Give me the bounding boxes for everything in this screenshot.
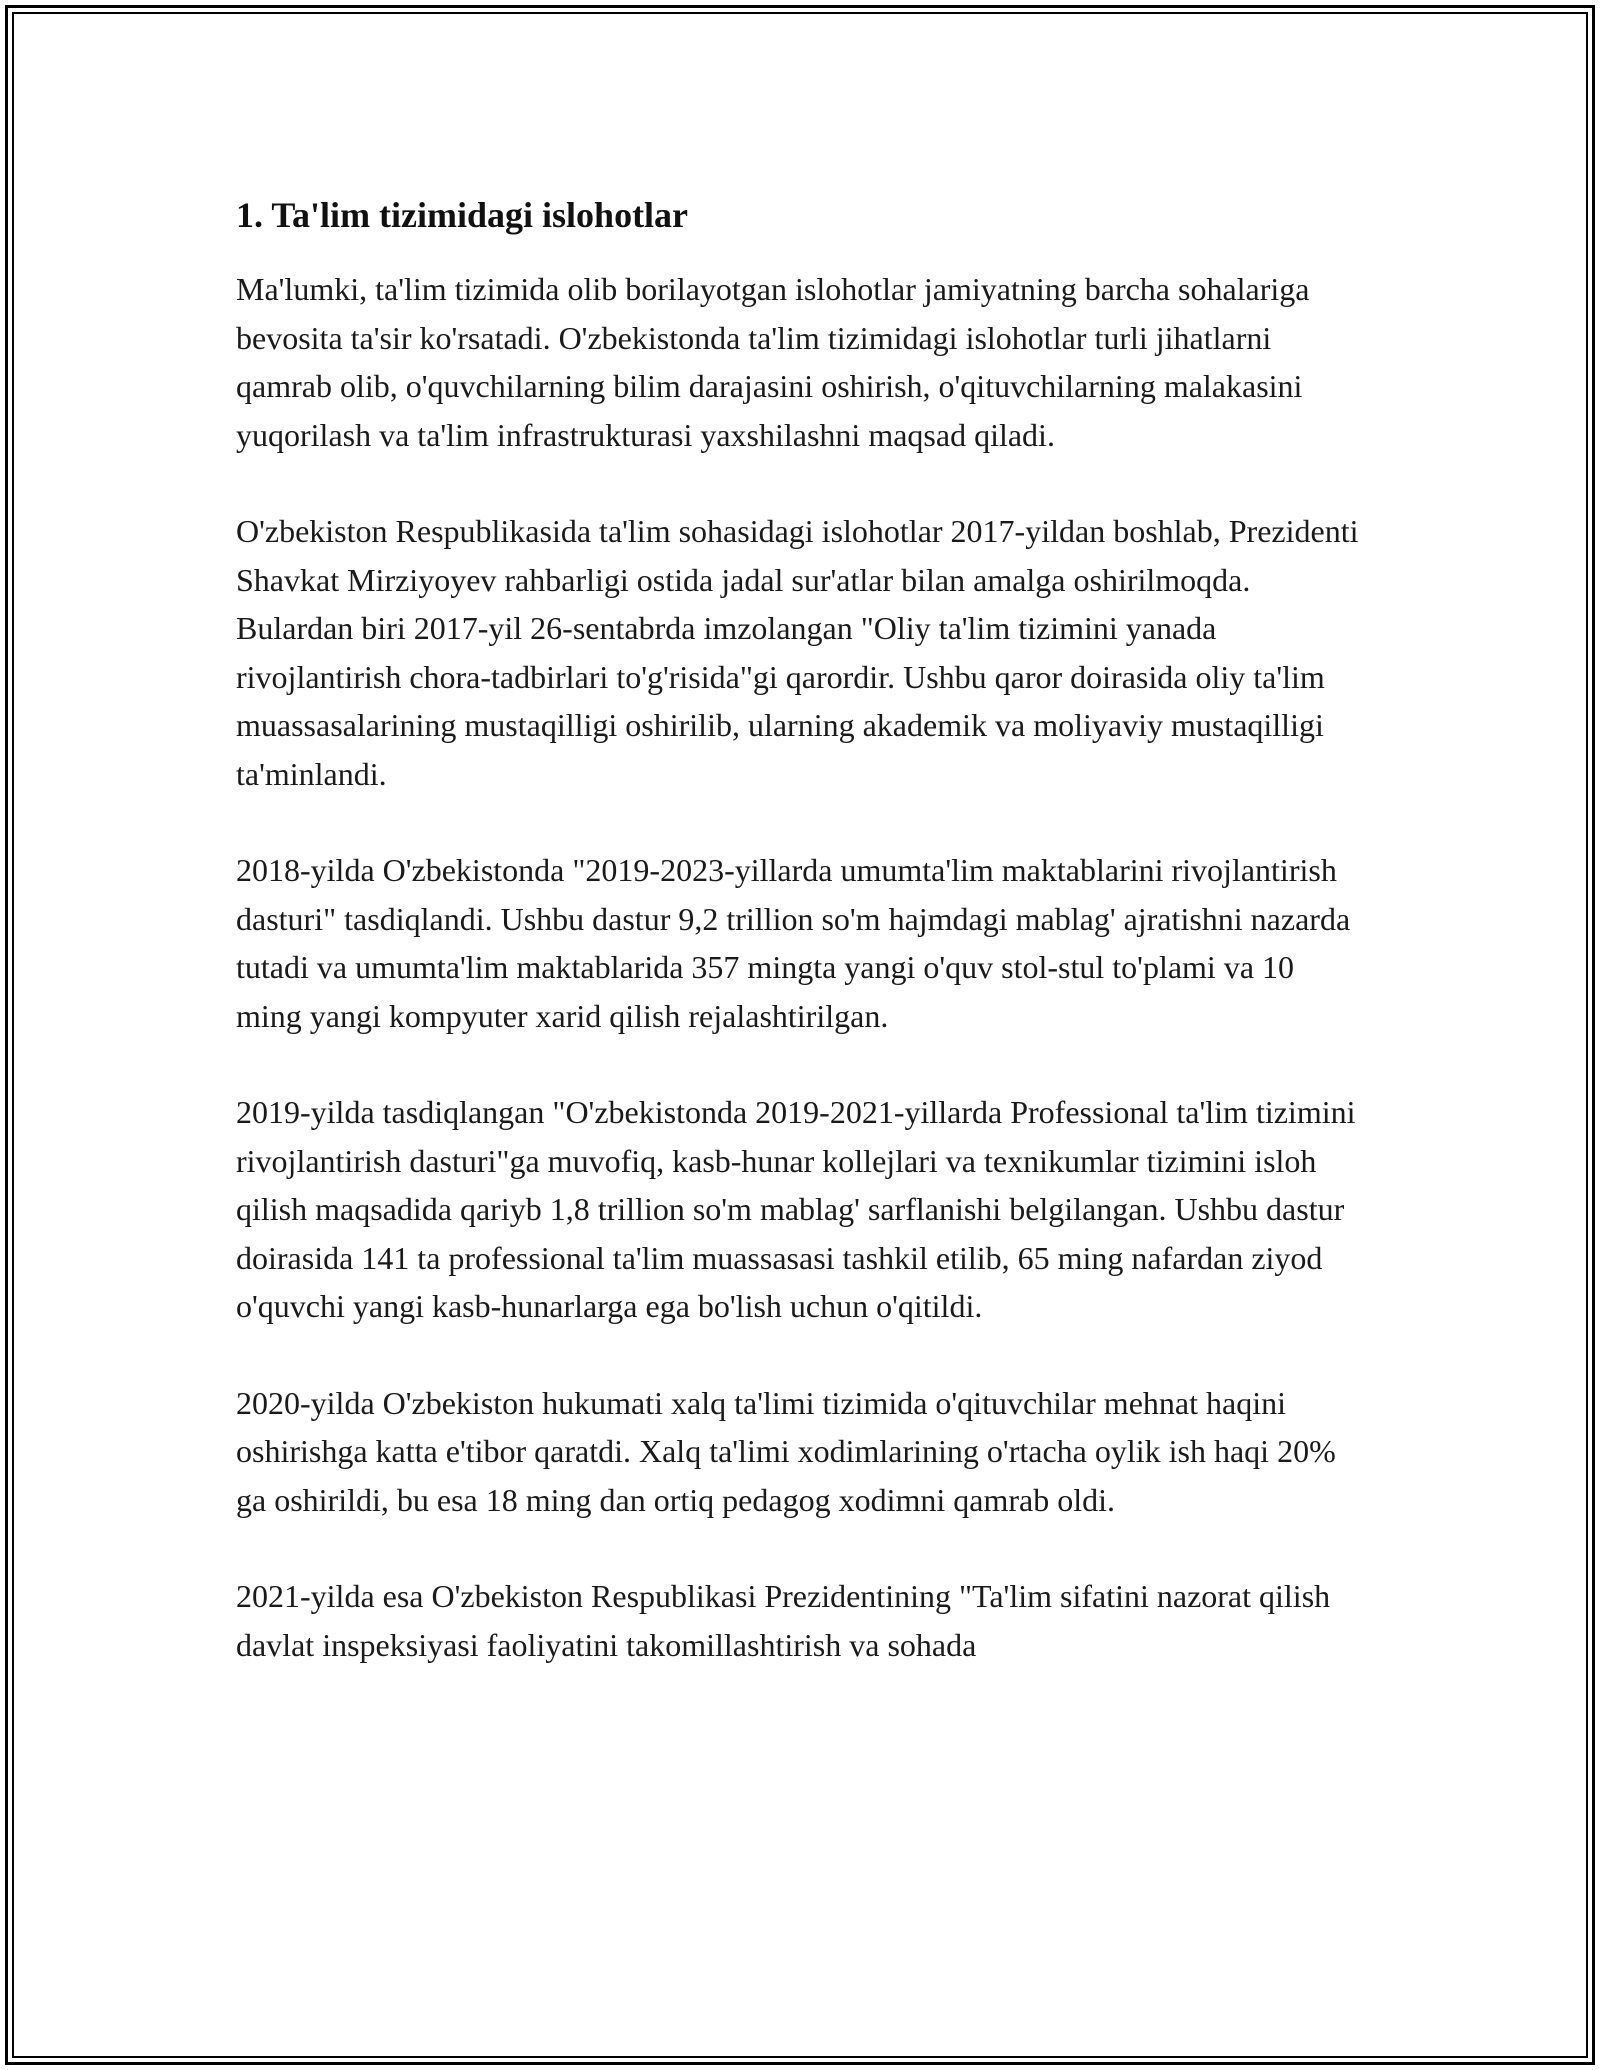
paragraph-2018-program: 2018-yilda O'zbekistonda "2019-2023-yillarda umumta'lim maktablarini rivojlantirish dasturi" tasdiqlandi. Ushbu dastur 9,2 trillion so'm hajmdagi mablag' ajratishni nazarda tutadi va umumta'lim maktablarida 357 mingta yangi o'quv stol-stul to'plami va 10 ming yangi kompyuter xarid qilish rejalashtirilgan. — [236, 852, 1351, 1034]
paragraph-2019-program: 2019-yilda tasdiqlangan "O'zbekistonda 2019-2021-yillarda Professional ta'lim tizimini rivojlantirish dasturi"ga muvofiq, kasb-hunar kollejlari va texnikumlar tizimini isloh qilish maqsadida qariyb 1,8 trillion so'm mablag' sarflanishi belgilangan. Ushbu dastur doirasida 141 ta professional ta'lim muassasasi tashkil etilib, 65 ming nafardan ziyod o'quvchi yangi kasb-hunarlarga ega bo'lish uchun o'qitildi. — [236, 1094, 1356, 1324]
paragraph-2021-decree: 2021-yilda esa O'zbekiston Respublikasi Prezidentining "Ta'lim sifatini nazorat qilish davlat inspeksiyasi faoliyatini takomillashtirish va sohada — [236, 1578, 1331, 1663]
paragraph-intro: Ma'lumki, ta'lim tizimida olib borilayotgan islohotlar jamiyatning barcha sohalariga bevosita ta'sir ko'rsatadi. O'zbekistonda ta'lim tizimidagi islohotlar turli jihatlarni qamrab olib, o'quvchilarning bilim darajasini oshirish, o'qituvchilarning malakasini yuqorilash va ta'lim infrastrukturasi yaxshilashni maqsad qiladi. — [236, 271, 1310, 453]
document-body — [236, 185, 1366, 1717]
paragraph-2020-salaries: 2020-yilda O'zbekiston hukumati xalq ta'limi tizimida o'qituvchilar mehnat haqini oshirishga katta e'tibor qaratdi. Xalq ta'limi xodimlarining o'rtacha oylik ish haqi 20% ga oshirildi, bu esa 18 ming dan ortiq pedagog xodimni qamrab oldi. — [236, 1384, 1336, 1518]
section-heading: 1. Ta'lim tizimidagi islohotlar — [236, 195, 689, 235]
paragraph-2017-reforms: O'zbekiston Respublikasida ta'lim sohasidagi islohotlar 2017-yildan boshlab, Prezidenti Shavkat Mirziyoyev rahbarligi ostida jadal sur'atlar bilan amalga oshirilmoqda. Bulardan biri 2017-yil 26-sentabrda imzolangan "Oliy ta'lim tizimini yanada rivojlantirish chora-tadbirlari to'g'risida"gi qarordir. Ushbu qaror doirasida oliy ta'lim muassasalarining mustaqilligi oshirilib, ularning akademik va moliyaviy mustaqilligi ta'minlandi. — [236, 513, 1359, 792]
